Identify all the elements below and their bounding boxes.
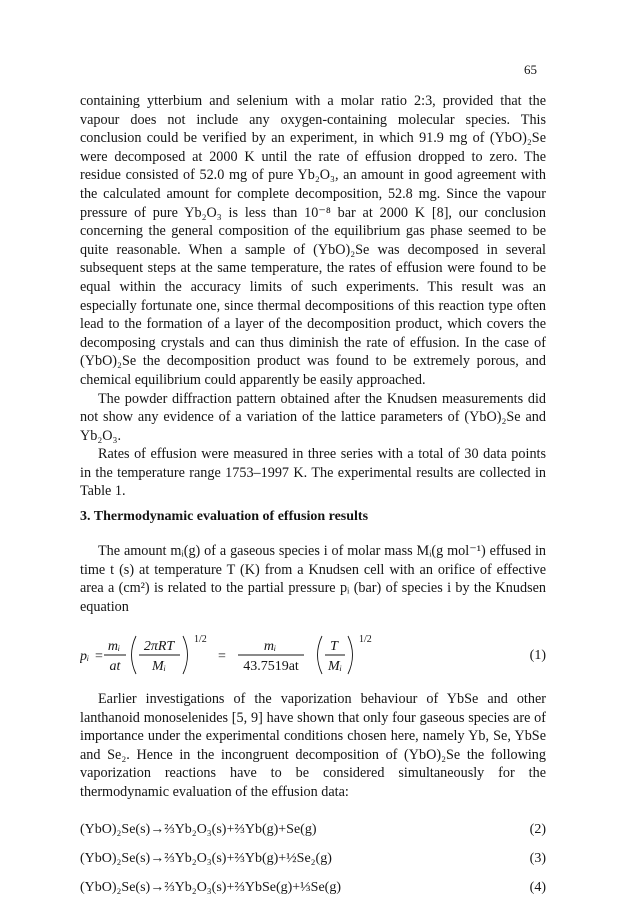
eq-lhs: pᵢ bbox=[80, 649, 90, 664]
eq-equals-1: = bbox=[95, 649, 103, 664]
reaction-3-formula: (YbO)₂Se(s)→⅔Yb₂O₃(s)+⅔Yb(g)+½Se₂(g) bbox=[80, 851, 332, 866]
knudsen-equation bbox=[80, 628, 546, 682]
equation-graphic bbox=[80, 628, 480, 682]
eq-paren-right-1 bbox=[183, 636, 188, 674]
eq-num4: T bbox=[330, 639, 338, 654]
reaction-3-number: (3) bbox=[529, 851, 546, 866]
reaction-4-number: (4) bbox=[529, 880, 546, 895]
reaction-3 bbox=[80, 851, 546, 867]
reaction-2-number: (2) bbox=[529, 822, 546, 837]
eq-equals-2: = bbox=[218, 649, 226, 664]
paragraph-knudsen-intro: The amount mᵢ(g) of a gaseous species i of molar mass Mᵢ(g mol⁻¹) effused in time t (s) at temperature T (K) from a Knudsen cell with an orifice of effective area a (cm²) is related to the partial pressure pᵢ (bar) of species i by the Knudsen equation bbox=[80, 543, 546, 615]
eq-paren-right-2 bbox=[348, 636, 353, 674]
paragraph-1: containing ytterbium and selenium with a molar ratio 2:3, provided that the vapour does not include any oxygen-containing molecular species. This conclusion could be verified by an experiment, in which 91.9 mg of (YbO)₂Se were decomposed at 2000 K until the rate of effusion dropped to zero. The residue consisted of 52.0 mg of pure Yb₂O₃, an amount in good agreement with the calculated amount for complete decomposition, 52.8 mg. Since the vapour pressure of pure Yb₂O₃ is less than 10⁻⁸ bar at 2000 K [8], our conclusion concerning the general composition of the equilibrium gas phase seemed to be quite reasonable. When a sample of (YbO)₂Se was decomposed in several subsequent steps at the same temperature, the rates of effusion were found to be equal within the accuracy limits of such experiments. This result was an especially fortunate one, since thermal decompositions of this reaction type often lead to the formation of a layer of the decomposition product, which covers the decomposing crystals and can thus diminish the rate of effusion. In the case of (YbO)₂Se the decomposition product was found to be extremely porous, and chemical equilibrium could apparently be easily approached. bbox=[80, 93, 546, 388]
eq-den1: at bbox=[109, 659, 121, 674]
paragraph-vaporization: Earlier investigations of the vaporization behaviour of YbSe and other lanthanoid monoselenides [5, 9] have shown that only four gaseous species are of importance under the experimental conditions chosen here, namely Yb, Se, YbSe and Se₂. Hence in the incongruent decomposition of (YbO)₂Se the following vaporization reactions have to be considered simultaneously for the thermodynamic evaluation of the effusion data: bbox=[80, 691, 546, 800]
eq-den3: 43.7519at bbox=[243, 659, 299, 674]
section-heading: 3. Thermodynamic evaluation of effusion results bbox=[80, 509, 369, 524]
eq-num3: mᵢ bbox=[263, 639, 277, 654]
eq-num2: 2πRT bbox=[143, 639, 175, 654]
page-number: 65 bbox=[524, 62, 537, 77]
reaction-4-formula: (YbO)₂Se(s)→⅔Yb₂O₃(s)+⅔YbSe(g)+⅓Se(g) bbox=[80, 880, 342, 895]
reaction-4 bbox=[80, 880, 546, 896]
body-text-block-1 bbox=[80, 92, 546, 501]
eq-exponent-1: 1/2 bbox=[194, 634, 207, 645]
eq-den2: Mᵢ bbox=[152, 659, 166, 674]
eq-paren-left-2 bbox=[318, 636, 323, 674]
eq-num1: mᵢ bbox=[107, 639, 121, 654]
equation-number-1: (1) bbox=[529, 648, 546, 663]
eq-den4: Mᵢ bbox=[328, 659, 342, 674]
eq-exponent-2: 1/2 bbox=[359, 634, 372, 645]
reaction-2 bbox=[80, 822, 546, 838]
reaction-2-formula: (YbO)₂Se(s)→⅔Yb₂O₃(s)+⅔Yb(g)+Se(g) bbox=[80, 822, 317, 837]
paragraph-3: Rates of effusion were measured in three series with a total of 30 data points in the temperature range 1753–1997 K. The experimental results are collected in Table 1. bbox=[80, 446, 546, 500]
paragraph-2: The powder diffraction pattern obtained after the Knudsen measurements did not show any evidence of a variation of the lattice parameters of (YbO)₂Se and Yb₂O₃. bbox=[80, 390, 546, 444]
eq-paren-left-1 bbox=[132, 636, 137, 674]
